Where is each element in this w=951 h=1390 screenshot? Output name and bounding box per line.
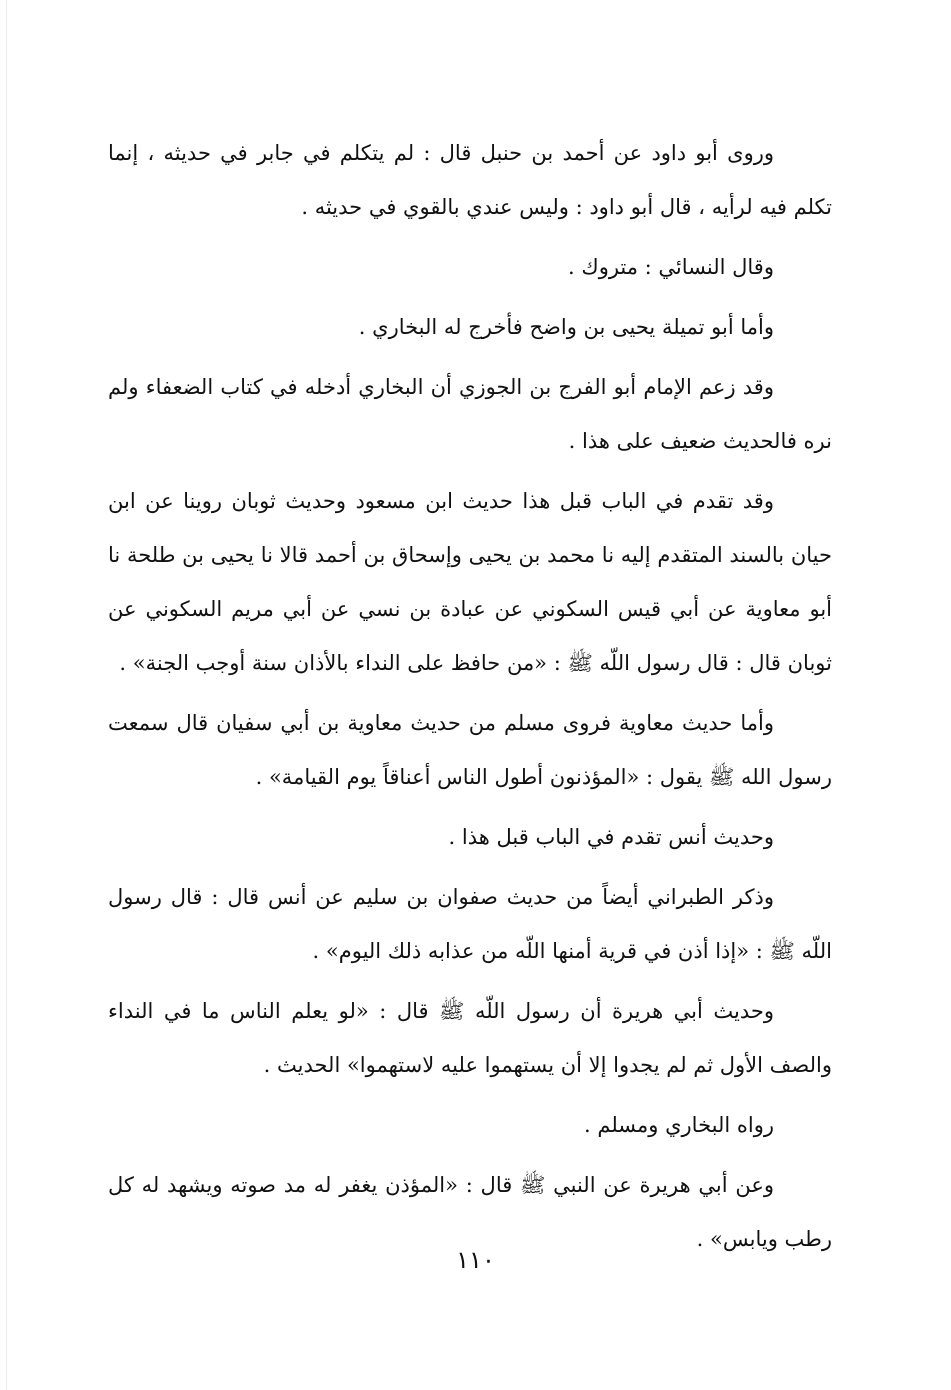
paragraph: وقال النسائي : متروك . bbox=[568, 255, 774, 279]
paragraph: وحديث أبي هريرة أن رسول اللّه ﷺ قال : «لو يعلم الناس ما في النداء والصف الأول ثم لم يجدوا إلا أن يستهموا عليه لاستهموا» الحديث . bbox=[108, 999, 832, 1077]
page-number: ١١٠ bbox=[456, 1246, 495, 1274]
paragraph: وعن أبي هريرة عن النبي ﷺ قال : «المؤذن يغفر له مد صوته ويشهد له كل رطب ويابس» . bbox=[108, 1173, 832, 1251]
paragraph: وحديث أنس تقدم في الباب قبل هذا . bbox=[448, 825, 774, 849]
paragraph: وقد تقدم في الباب قبل هذا حديث ابن مسعود وحديث ثوبان روينا عن ابن حيان بالسند المتقدم إليه نا محمد بن يحيى وإسحاق بن أحمد قالا نا يحيى بن طلحة نا أبو معاوية عن أبي قيس السكوني عن عبادة بن نسي عن أبي مريم السكوني عن ثوبان قال : قال رسول اللّه ﷺ : «من حافظ على النداء بالأذان سنة أوجب الجنة» . bbox=[108, 489, 832, 675]
paragraph: وقد زعم الإمام أبو الفرج بن الجوزي أن البخاري أدخله في كتاب الضعفاء ولم نره فالحديث ضعيف على هذا . bbox=[108, 375, 832, 453]
page-body bbox=[108, 126, 832, 1272]
paragraph: وروى أبو داود عن أحمد بن حنبل قال : لم يتكلم في جابر في حديثه ، إنما تكلم فيه لرأيه ، قال أبو داود : وليس عندي بالقوي في حديثه . bbox=[108, 141, 832, 219]
paragraph: وأما حديث معاوية فروى مسلم من حديث معاوية بن أبي سفيان قال سمعت رسول الله ﷺ يقول : «المؤذنون أطول الناس أعناقاً يوم القيامة» . bbox=[108, 711, 832, 789]
paragraph: رواه البخاري ومسلم . bbox=[584, 1113, 774, 1137]
scan-edge bbox=[6, 0, 7, 1390]
paragraph: وأما أبو تميلة يحيى بن واضح فأخرج له البخاري . bbox=[358, 315, 774, 339]
paragraph: وذكر الطبراني أيضاً من حديث صفوان بن سليم عن أنس قال : قال رسول اللّه ﷺ : «إذا أذن في قرية أمنها اللّه من عذابه ذلك اليوم» . bbox=[108, 885, 832, 963]
